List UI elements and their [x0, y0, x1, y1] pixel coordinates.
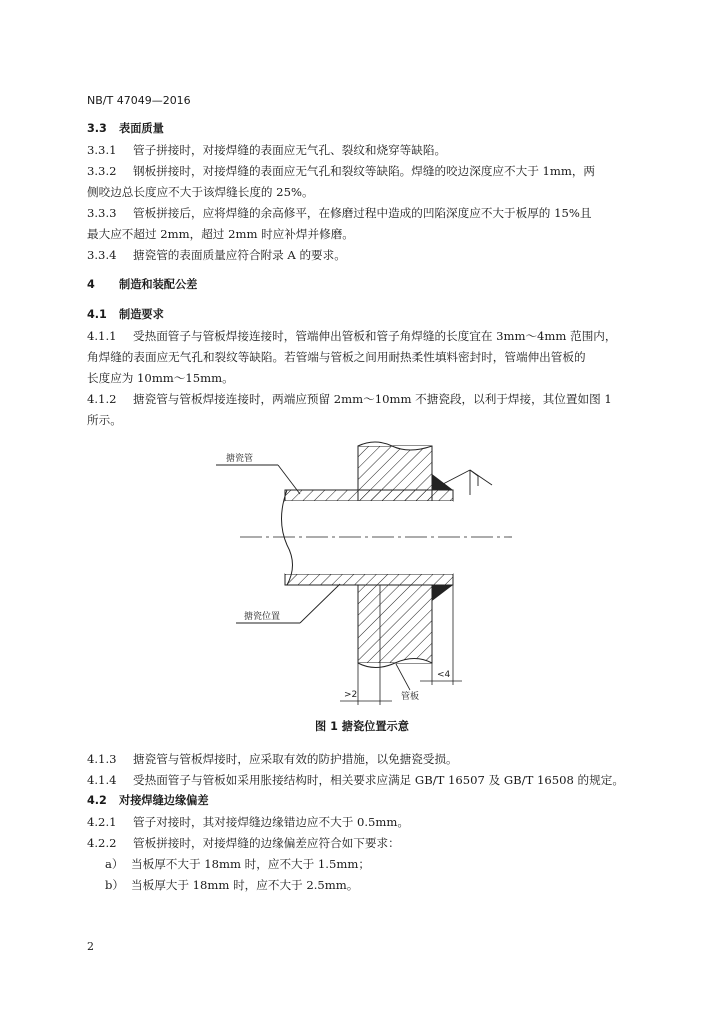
paragraph-line — [87, 392, 664, 406]
paragraph-line — [87, 329, 664, 343]
standard-number: NB/T 47049—2016 — [87, 94, 191, 107]
tube-plate-upper — [358, 446, 432, 501]
clause-text: 搪瓷管的表面质量应符合附录 A 的要求。 — [133, 248, 346, 262]
clause-number: 3.3.1 — [87, 143, 117, 157]
figure-caption: 图 1 搪瓷位置示意 — [315, 720, 409, 733]
paragraph-line — [87, 143, 664, 157]
paragraph-line — [87, 815, 664, 829]
paragraph-line — [87, 413, 664, 427]
clause-text: 对接焊缝边缘偏差 — [119, 794, 209, 807]
fillet-weld-top — [432, 474, 453, 490]
clause-number: 3.3.4 — [87, 248, 117, 262]
section-heading — [87, 122, 664, 136]
paragraph-line — [105, 878, 664, 892]
clause-text: 搪瓷管与管板焊接时，应采取有效的防护措施，以免搪瓷受损。 — [133, 752, 458, 766]
clause-number: a） — [105, 857, 124, 871]
clause-number: 4.1.4 — [87, 773, 117, 787]
clause-number: 4 — [87, 278, 95, 291]
label-tube-plate: 管板 — [401, 692, 420, 702]
paragraph-line — [87, 164, 664, 178]
clause-number: 4.1.3 — [87, 752, 117, 766]
clause-text: 受热面管子与管板焊接连接时，管端伸出管板和管子角焊缝的长度宜在 3mm～4mm 范围内， — [133, 329, 617, 343]
tube-plate-lower — [358, 585, 432, 663]
paragraph-line — [87, 185, 664, 199]
paragraph-line — [87, 350, 664, 364]
clause-text: 受热面管子与管板如采用胀接结构时，相关要求应满足 GB/T 16507 及 GB/T 16508 的规定。 — [133, 773, 624, 787]
clause-number: 3.3.2 — [87, 164, 117, 178]
clause-text: 长度应为 10mm～15mm。 — [87, 371, 234, 385]
clause-text: 管板拼接后，应将焊缝的余高修平，在修磨过程中造成的凹陷深度应不大于板厚的 15%且 — [133, 206, 592, 220]
clause-text: 制造和装配公差 — [119, 278, 198, 291]
paragraph-line — [87, 371, 664, 385]
paragraph-line — [87, 836, 664, 850]
clause-text: 所示。 — [87, 413, 122, 427]
clause-text: 钢板拼接时，对接焊缝的表面应无气孔和裂纹等缺陷。焊缝的咬边深度应不大于 1mm，两 — [133, 164, 596, 178]
clause-text: 表面质量 — [119, 122, 164, 135]
tube-bore — [285, 501, 453, 574]
clause-text: 角焊缝的表面应无气孔和裂纹等缺陷。若管端与管板之间用耐热柔性填料密封时，管端伸出管板的 — [87, 350, 586, 364]
clause-number: 3.3.3 — [87, 206, 117, 220]
clause-number: b） — [105, 878, 125, 892]
clause-number: 4.1 — [87, 308, 107, 321]
clause-text: 搪瓷管与管板焊接连接时，两端应预留 2mm～10mm 不搪瓷段，以利于焊接，其位置如图 1 — [133, 392, 612, 406]
dim-left: >2 — [344, 690, 358, 700]
clause-number: 4.1.2 — [87, 392, 117, 406]
section-heading — [87, 308, 664, 322]
clause-number: 4.2.1 — [87, 815, 117, 829]
clause-number: 4.2.2 — [87, 836, 117, 850]
clause-text: 当板厚大于 18mm 时，应不大于 2.5mm。 — [131, 878, 359, 892]
clause-number: 4.2 — [87, 794, 107, 807]
paragraph-line — [105, 857, 664, 871]
section-heading — [87, 794, 664, 808]
tube-wall-bottom — [285, 574, 453, 585]
dim-right: <4 — [437, 670, 451, 680]
clause-text: 制造要求 — [119, 308, 164, 321]
clause-number: 4.1.1 — [87, 329, 117, 343]
paragraph-line — [87, 206, 664, 220]
clause-text: 管子对接时，其对接焊缝边缘错边应不大于 0.5mm。 — [133, 815, 409, 829]
clause-text: 侧咬边总长度应不大于该焊缝长度的 25%。 — [87, 185, 314, 199]
paragraph-line — [87, 248, 664, 262]
label-enamel-position: 搪瓷位置 — [244, 612, 281, 622]
clause-text: 最大应不超过 2mm，超过 2mm 时应补焊并修磨。 — [87, 227, 354, 241]
tube-wall-top — [285, 490, 453, 501]
page-number: 2 — [87, 940, 94, 953]
clause-text: 管子拼接时，对接焊缝的表面应无气孔、裂纹和烧穿等缺陷。 — [133, 143, 447, 157]
clause-text: 管板拼接时，对接焊缝的边缘偏差应符合如下要求： — [133, 836, 400, 850]
clause-text: 当板厚不大于 18mm 时，应不大于 1.5mm； — [131, 857, 370, 871]
fillet-weld-bottom — [432, 585, 453, 601]
label-enamel-tube: 搪瓷管 — [226, 454, 254, 464]
clause-number: 3.3 — [87, 122, 107, 135]
paragraph-line — [87, 773, 664, 787]
paragraph-line — [87, 227, 664, 241]
section-heading — [87, 278, 664, 292]
paragraph-line — [87, 752, 664, 766]
